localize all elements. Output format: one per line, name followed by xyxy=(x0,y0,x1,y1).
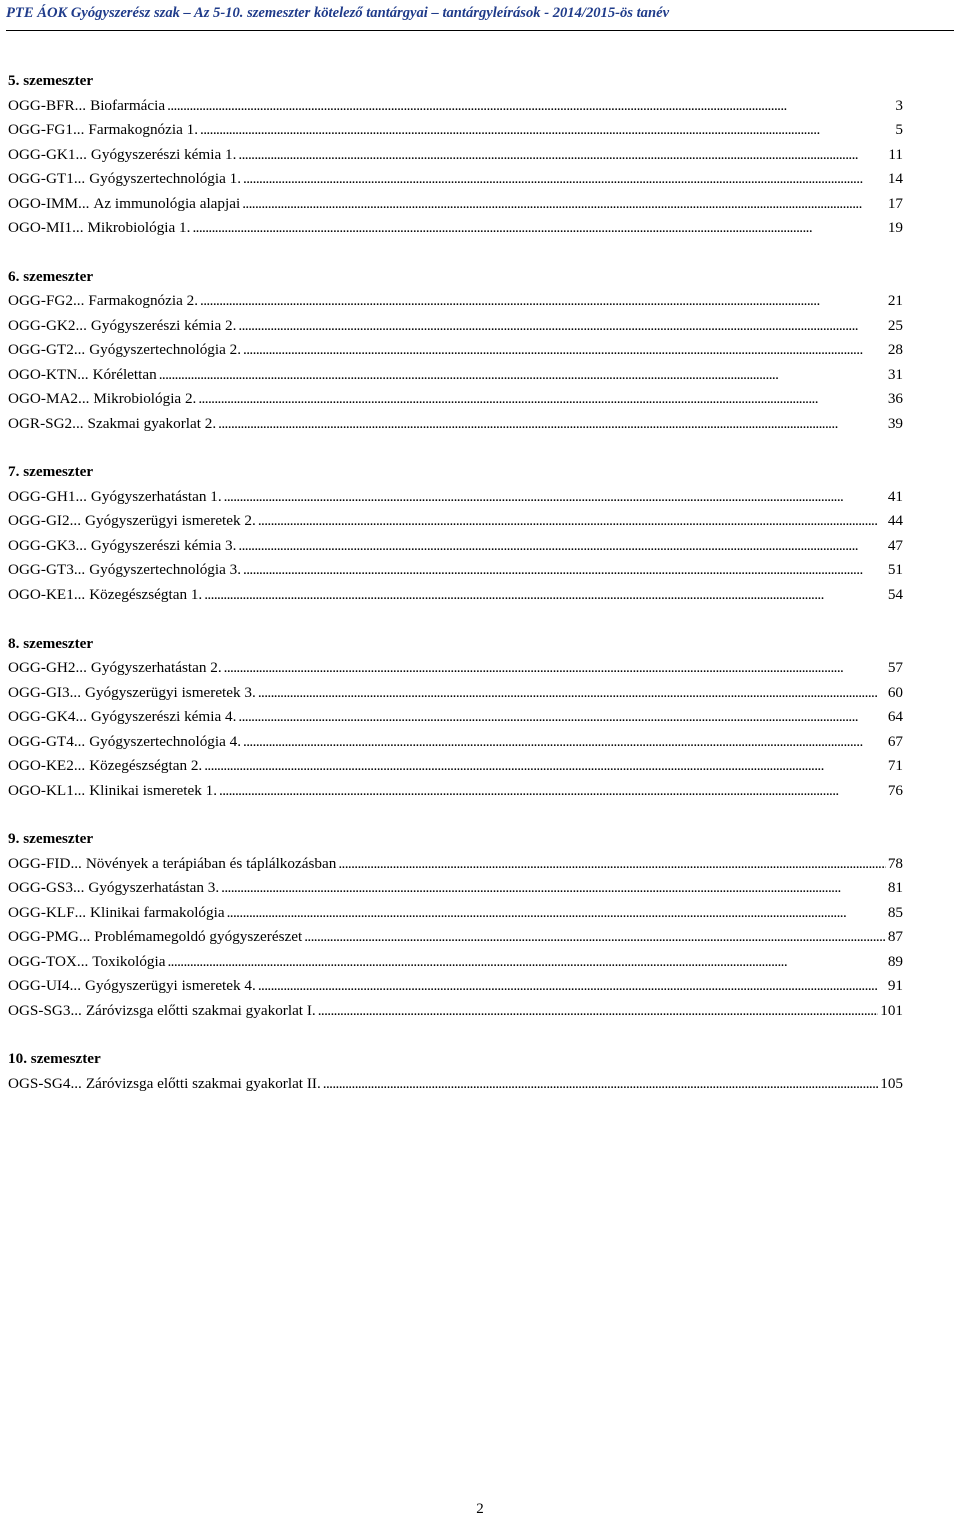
dot-leader xyxy=(243,167,886,192)
dot-leader xyxy=(304,925,886,950)
code-separator-dots: ... xyxy=(69,683,81,701)
dot-leader xyxy=(221,876,886,901)
code-separator-dots: ... xyxy=(75,659,87,677)
code-separator-dots: ... xyxy=(75,536,87,554)
course-code: OGG-GI3 xyxy=(8,683,70,701)
course-code: OGG-GT3 xyxy=(8,561,74,579)
code-separator-dots: ... xyxy=(72,219,84,236)
toc-entry[interactable] xyxy=(8,730,903,755)
course-title: Közegészségtan 2. xyxy=(89,757,203,775)
page-ref: 76 xyxy=(887,781,903,799)
page-ref: 57 xyxy=(887,659,903,677)
toc-entry[interactable] xyxy=(8,363,903,388)
code-separator-dots: ... xyxy=(72,414,84,432)
dot-leader xyxy=(258,974,886,999)
dot-leader xyxy=(243,558,886,583)
toc-entry[interactable] xyxy=(8,925,903,950)
course-title: Gyógyszerügyi ismeretek 3. xyxy=(84,683,256,701)
toc-entry[interactable] xyxy=(8,779,903,804)
course-code: OGO-KE1 xyxy=(8,585,74,603)
page-ref: 81 xyxy=(887,879,903,897)
course-code: OGO-MA2 xyxy=(8,390,79,408)
toc-entry[interactable] xyxy=(8,852,903,877)
dot-leader xyxy=(219,779,886,804)
dot-leader xyxy=(204,754,886,779)
course-code: OGG-FG1 xyxy=(8,121,73,138)
toc-entry[interactable] xyxy=(8,583,903,608)
toc-entry[interactable] xyxy=(8,167,903,192)
course-code: OGG-GS3 xyxy=(8,879,73,897)
code-separator-dots: ... xyxy=(75,708,87,726)
code-separator-dots: ... xyxy=(69,977,81,995)
dot-leader xyxy=(224,485,886,510)
course-code: OGG-BFR xyxy=(8,96,75,114)
page-ref: 44 xyxy=(887,512,903,530)
toc-entry[interactable] xyxy=(8,118,903,143)
table-of-contents xyxy=(8,69,903,1121)
course-title: Mikrobiológia 2. xyxy=(93,390,197,408)
course-code: OGG-TOX xyxy=(8,952,77,970)
toc-entry[interactable] xyxy=(8,412,903,437)
dot-leader xyxy=(167,950,885,975)
course-title: Szakmai gyakorlat 2. xyxy=(87,414,217,432)
course-code: OGG-GK1 xyxy=(8,145,76,163)
course-title: Záróvizsga előtti szakmai gyakorlat I. xyxy=(85,1001,316,1019)
course-code: OGG-GH1 xyxy=(8,487,76,505)
dot-leader xyxy=(200,118,893,143)
course-title: Klinikai ismeretek 1. xyxy=(89,781,217,799)
semester-heading: 9. szemeszter xyxy=(8,830,94,848)
code-separator-dots: ... xyxy=(77,365,89,383)
semester-heading: 10. szemeszter xyxy=(8,1050,101,1068)
semester-section xyxy=(8,632,903,804)
code-separator-dots: ... xyxy=(70,854,82,872)
toc-entry[interactable] xyxy=(8,1072,903,1097)
toc-entry[interactable] xyxy=(8,705,903,730)
course-title: Farmakognózia 1. xyxy=(88,121,199,138)
course-code: OGG-GT2 xyxy=(8,341,74,359)
toc-entry[interactable] xyxy=(8,314,903,339)
page-number: 2 xyxy=(476,1501,484,1517)
course-code: OGG-FG2 xyxy=(8,292,73,310)
page-ref: 85 xyxy=(887,903,903,921)
course-title: Biofarmácia xyxy=(90,96,166,114)
page-ref: 51 xyxy=(887,561,903,579)
dot-leader xyxy=(218,412,886,437)
course-code: OGO-IMM xyxy=(8,194,79,212)
course-code: OGG-FID xyxy=(8,854,71,872)
page-ref: 11 xyxy=(888,145,903,163)
course-title: Kórélettan xyxy=(92,365,157,383)
toc-entry[interactable] xyxy=(8,485,903,510)
page-ref: 36 xyxy=(887,390,903,408)
code-separator-dots: ... xyxy=(73,781,86,799)
toc-entry[interactable] xyxy=(8,681,903,706)
course-title: Farmakognózia 2. xyxy=(88,292,199,310)
course-code: OGG-GI2 xyxy=(8,512,70,530)
page-ref: 19 xyxy=(887,219,903,236)
toc-entry[interactable] xyxy=(8,558,903,583)
code-separator-dots: ... xyxy=(73,585,86,603)
dot-leader xyxy=(318,999,879,1024)
dot-leader xyxy=(227,901,886,926)
course-title: Gyógyszerészi kémia 3. xyxy=(90,536,237,554)
toc-entry[interactable] xyxy=(8,974,903,999)
code-separator-dots: ... xyxy=(76,952,89,970)
dot-leader xyxy=(323,1072,878,1097)
code-separator-dots: ... xyxy=(78,928,91,946)
page-ref: 89 xyxy=(887,952,903,970)
dot-leader xyxy=(198,387,885,412)
toc-entry[interactable] xyxy=(8,338,903,363)
semester-heading: 5. szemeszter xyxy=(8,72,94,89)
dot-leader xyxy=(238,705,885,730)
dot-leader xyxy=(159,363,886,388)
course-title: Gyógyszertechnológia 1. xyxy=(89,170,242,187)
course-title: Az immunológia alapjai xyxy=(93,194,241,212)
course-code: OGG-KLF xyxy=(8,903,75,921)
page-header xyxy=(6,4,954,31)
code-separator-dots: ... xyxy=(78,390,90,408)
course-title: Gyógyszerhatástan 1. xyxy=(90,487,222,505)
course-title: Közegészségtan 1. xyxy=(89,585,203,603)
course-code: OGS-SG3 xyxy=(8,1001,71,1019)
page-ref: 31 xyxy=(887,365,903,383)
toc-entry[interactable] xyxy=(8,192,903,217)
semester-heading: 6. szemeszter xyxy=(8,267,94,285)
course-title: Gyógyszertechnológia 4. xyxy=(89,732,242,750)
dot-leader xyxy=(238,534,885,559)
toc-entry[interactable] xyxy=(8,143,903,168)
page-ref: 60 xyxy=(887,683,903,701)
page-ref: 5 xyxy=(895,121,903,138)
semester-section xyxy=(8,460,903,607)
semester-heading: 8. szemeszter xyxy=(8,634,94,652)
toc-entry[interactable] xyxy=(8,94,903,119)
dot-leader xyxy=(200,289,886,314)
code-separator-dots: ... xyxy=(73,757,86,775)
toc-entry[interactable] xyxy=(8,289,903,314)
toc-entry[interactable] xyxy=(8,509,903,534)
course-title: Toxikológia xyxy=(92,952,166,970)
semester-section xyxy=(8,265,903,437)
header-title: PTE ÁOK Gyógyszerész szak – Az 5-10. szemeszter kötelező tantárgyai – tantárgyleírások - 2014/2015-ös tanév xyxy=(6,5,670,21)
code-separator-dots: ... xyxy=(75,487,87,505)
code-separator-dots: ... xyxy=(73,732,86,750)
page-ref: 14 xyxy=(887,170,903,187)
toc-entry[interactable] xyxy=(8,656,903,681)
course-code: OGR-SG2 xyxy=(8,414,73,432)
course-code: OGG-GK4 xyxy=(8,708,76,726)
course-title: Klinikai farmakológia xyxy=(90,903,225,921)
dot-leader xyxy=(167,94,893,119)
dot-leader xyxy=(204,583,886,608)
page-ref: 71 xyxy=(887,757,903,775)
course-code: OGG-GK3 xyxy=(8,536,76,554)
page-ref: 39 xyxy=(887,414,903,432)
course-code: OGG-PMG xyxy=(8,928,79,946)
toc-entry[interactable] xyxy=(8,754,903,779)
page-ref: 47 xyxy=(887,536,903,554)
dot-leader xyxy=(243,338,886,363)
course-code: OGG-GK2 xyxy=(8,316,76,334)
page-ref: 87 xyxy=(887,928,903,946)
toc-entry[interactable] xyxy=(8,999,903,1024)
toc-entry[interactable] xyxy=(8,876,903,901)
course-title: Mikrobiológia 1. xyxy=(87,219,191,236)
dot-leader xyxy=(258,681,886,706)
code-separator-dots: ... xyxy=(72,879,85,897)
code-separator-dots: ... xyxy=(69,512,81,530)
toc-entry[interactable] xyxy=(8,216,903,241)
course-title: Gyógyszerészi kémia 1. xyxy=(90,145,237,163)
code-separator-dots: ... xyxy=(74,96,87,114)
code-separator-dots: ... xyxy=(72,121,85,138)
course-code: OGO-MI1 xyxy=(8,219,73,236)
semester-heading: 7. szemeszter xyxy=(8,463,94,481)
course-code: OGO-KTN xyxy=(8,365,78,383)
dot-leader xyxy=(242,192,886,217)
toc-entry[interactable] xyxy=(8,950,903,975)
page-ref: 28 xyxy=(887,341,903,359)
course-code: OGS-SG4 xyxy=(8,1074,71,1092)
course-title: Gyógyszerügyi ismeretek 2. xyxy=(84,512,256,530)
course-title: Gyógyszerügyi ismeretek 4. xyxy=(84,977,256,995)
course-title: Záróvizsga előtti szakmai gyakorlat II. xyxy=(85,1074,321,1092)
page-ref: 101 xyxy=(880,1001,903,1019)
toc-entry[interactable] xyxy=(8,901,903,926)
course-code: OGG-UI4 xyxy=(8,977,70,995)
course-code: OGG-GT4 xyxy=(8,732,74,750)
semester-section xyxy=(8,1047,903,1096)
code-separator-dots: ... xyxy=(78,194,90,212)
dot-leader xyxy=(224,656,886,681)
course-title: Gyógyszerészi kémia 4. xyxy=(90,708,237,726)
dot-leader xyxy=(243,730,886,755)
course-code: OGO-KE2 xyxy=(8,757,74,775)
page-ref: 21 xyxy=(887,292,903,310)
code-separator-dots: ... xyxy=(73,170,86,187)
dot-leader xyxy=(338,852,886,877)
dot-leader xyxy=(258,509,886,534)
page-ref: 17 xyxy=(887,194,903,212)
page-ref: 91 xyxy=(887,977,903,995)
course-title: Problémamegoldó gyógyszerészet xyxy=(94,928,303,946)
page-ref: 41 xyxy=(887,487,903,505)
course-title: Gyógyszerhatástan 3. xyxy=(88,879,220,897)
page-ref: 67 xyxy=(887,732,903,750)
code-separator-dots: ... xyxy=(70,1001,82,1019)
page-ref: 54 xyxy=(887,585,903,603)
toc-entry[interactable] xyxy=(8,534,903,559)
page-ref: 64 xyxy=(887,708,903,726)
code-separator-dots: ... xyxy=(74,903,87,921)
course-title: Növények a terápiában és táplálkozásban xyxy=(85,854,337,872)
code-separator-dots: ... xyxy=(73,341,86,359)
semester-section xyxy=(8,827,903,1023)
code-separator-dots: ... xyxy=(70,1074,82,1092)
course-code: OGO-KL1 xyxy=(8,781,74,799)
dot-leader xyxy=(192,216,885,241)
page-ref: 78 xyxy=(887,854,903,872)
course-code: OGG-GH2 xyxy=(8,659,76,677)
course-code: OGG-GT1 xyxy=(8,170,74,187)
semester-section xyxy=(8,69,903,241)
code-separator-dots: ... xyxy=(72,292,85,310)
course-title: Gyógyszertechnológia 3. xyxy=(89,561,242,579)
dot-leader xyxy=(238,143,886,168)
page-ref: 105 xyxy=(880,1074,903,1092)
code-separator-dots: ... xyxy=(75,145,87,163)
code-separator-dots: ... xyxy=(75,316,87,334)
page-ref: 3 xyxy=(895,96,903,114)
course-title: Gyógyszerészi kémia 2. xyxy=(90,316,237,334)
page-ref: 25 xyxy=(887,316,903,334)
dot-leader xyxy=(238,314,885,339)
course-title: Gyógyszertechnológia 2. xyxy=(89,341,242,359)
course-title: Gyógyszerhatástan 2. xyxy=(90,659,222,677)
code-separator-dots: ... xyxy=(73,561,86,579)
toc-entry[interactable] xyxy=(8,387,903,412)
